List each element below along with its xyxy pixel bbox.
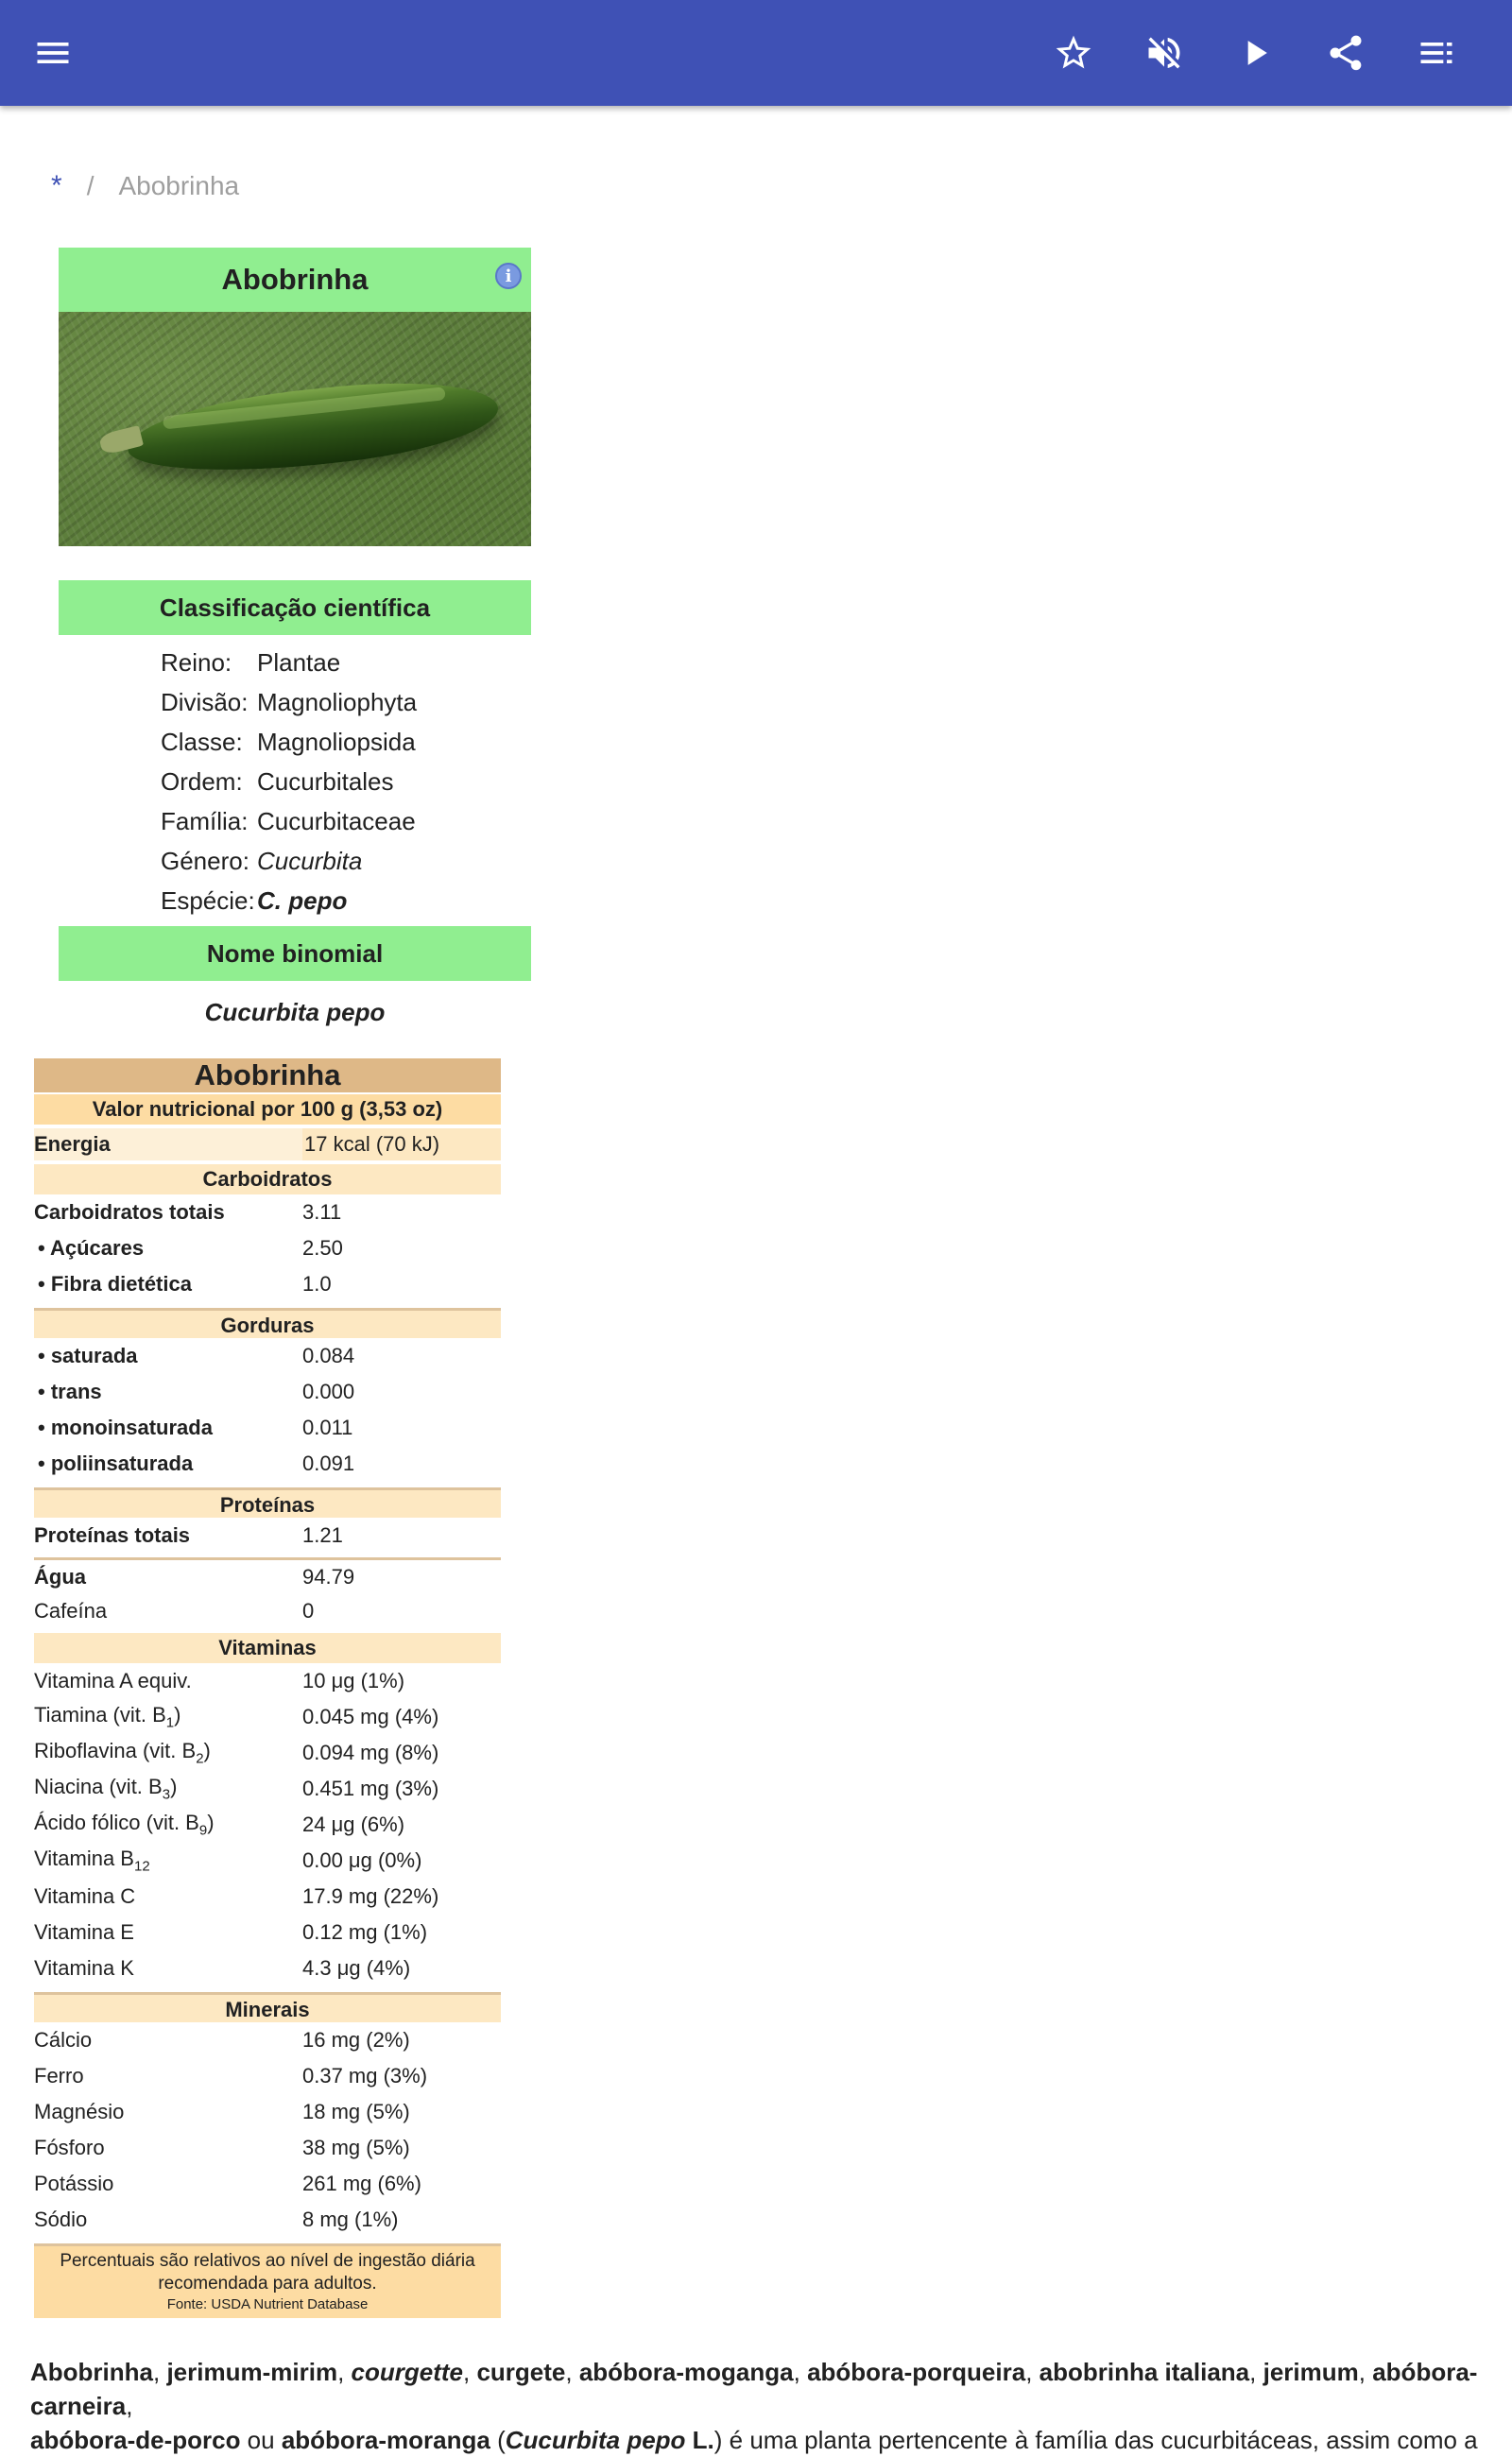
article-text: , (153, 2358, 167, 2386)
row-value: 0.000 (302, 1380, 355, 1403)
nutrient-row (34, 2022, 501, 2058)
article-text: , (1358, 2358, 1373, 2386)
row-value: 261 mg (6%) (302, 2172, 421, 2195)
star-icon (1053, 32, 1094, 74)
minerals-header: Minerais (34, 1992, 501, 2022)
proteins-header: Proteínas (34, 1487, 501, 1518)
row-label: Fósforo (34, 2136, 105, 2159)
taxonomy-rank: Família: (161, 806, 249, 835)
play-button[interactable] (1228, 26, 1281, 79)
taxonomy-value: C. pepo (257, 885, 348, 915)
label-tail: ) (203, 1739, 211, 1763)
taxonomy-row (161, 722, 531, 762)
row-label: Carboidratos totais (34, 1200, 225, 1224)
nutrient-row (34, 1518, 501, 1554)
nutrient-row (34, 1807, 501, 1843)
label-subscript: 1 (165, 1714, 175, 1731)
article-term: courgette (351, 2358, 463, 2386)
row-value: 17.9 mg (22%) (302, 1884, 439, 1908)
label-text: Tiamina (vit. B (34, 1703, 166, 1727)
row-value: 0.12 mg (1%) (302, 1920, 428, 1944)
nutrient-row (34, 1374, 501, 1410)
row-label: Água (34, 1564, 86, 1589)
nutrition-title: Abobrinha (34, 1058, 501, 1092)
nutrient-row (34, 1950, 501, 1986)
play-icon (1234, 32, 1276, 74)
taxonomy-row (161, 841, 531, 881)
article-text: ) é uma planta pertencente à família das cucurbitáceas, assim como a (713, 2426, 1478, 2454)
app-bar (0, 0, 1512, 106)
row-label: Potássio (34, 2172, 114, 2195)
row-value: 0 (302, 1599, 315, 1623)
nutrient-row (34, 2130, 501, 2166)
row-label: Ferro (34, 2064, 84, 2088)
footnote-text: Percentuais são relativos ao nível de ingestão diária recomendada para adultos. (60, 2251, 475, 2294)
article-text: ou (240, 2426, 282, 2454)
nutrition-subtitle: Valor nutricional por 100 g (3,53 oz) (34, 1094, 501, 1125)
row-label (34, 1956, 302, 1981)
mute-button[interactable] (1138, 26, 1191, 79)
row-value: 2.50 (302, 1236, 343, 1260)
article-term: abobrinha italiana (1039, 2358, 1250, 2386)
binomial-header: Nome binomial (59, 926, 531, 981)
taxonomy-value[interactable]: Magnoliopsida (257, 727, 416, 756)
row-value: 17 kcal (70 kJ) (302, 1128, 501, 1160)
nutrient-row (34, 2166, 501, 2202)
article-text: , (126, 2392, 133, 2420)
breadcrumb-current: Abobrinha (118, 171, 240, 200)
row-value: 0.084 (302, 1344, 355, 1367)
row-label: • poliinsaturada (38, 1452, 194, 1475)
nutrient-row (34, 2202, 501, 2238)
article-text: , (565, 2358, 579, 2386)
article-line (30, 2355, 1486, 2423)
taxonomy-rank: Espécie: (161, 885, 255, 915)
row-value: 0.011 (302, 1416, 353, 1439)
row-value: 3.11 (302, 1200, 342, 1224)
info-icon[interactable]: i (495, 263, 522, 289)
label-text: Vitamina A equiv. (34, 1669, 192, 1692)
article-body (30, 2355, 1486, 2457)
label-text: Vitamina K (34, 1956, 134, 1980)
carbs-header: Carboidratos (34, 1164, 501, 1194)
row-label: Energia (34, 1132, 111, 1156)
row-value: 1.21 (302, 1523, 343, 1547)
row-label: • Açúcares (38, 1236, 145, 1260)
article-term: abóbora-porqueira (807, 2358, 1026, 2386)
row-label (34, 1920, 302, 1945)
nutrient-row (34, 1771, 501, 1807)
nutrient-row (34, 1843, 501, 1879)
article-term: L. (685, 2426, 714, 2454)
label-subscript: 3 (162, 1786, 171, 1803)
article-term: Cucurbita pepo (505, 2426, 686, 2454)
nutrient-row (34, 1230, 501, 1266)
zucchini-photo[interactable] (59, 312, 531, 546)
label-text: Riboflavina (vit. B (34, 1739, 197, 1763)
label-tail: ) (207, 1811, 215, 1835)
nutrient-row (34, 2058, 501, 2094)
row-label (34, 1811, 302, 1838)
label-text: Vitamina E (34, 1920, 134, 1944)
nutrient-row (34, 1410, 501, 1446)
nutrient-row (34, 1915, 501, 1950)
row-value: 4.3 μg (4%) (302, 1956, 411, 1980)
row-value: 1.0 (302, 1272, 332, 1296)
row-value: 16 mg (2%) (302, 2028, 410, 2052)
article-line (30, 2423, 1486, 2457)
article-text: , (1025, 2358, 1040, 2386)
share-button[interactable] (1319, 26, 1372, 79)
label-tail: ) (174, 1703, 181, 1727)
breadcrumb-separator: / (86, 171, 94, 200)
label-subscript: 9 (198, 1822, 208, 1839)
nutrient-row (34, 1194, 501, 1230)
breadcrumb-home-link[interactable]: * (51, 170, 62, 201)
article-text: , (462, 2358, 477, 2386)
row-label: Cálcio (34, 2028, 93, 2052)
share-icon (1325, 32, 1366, 74)
row-label (34, 1847, 302, 1874)
taxonomy-rank: Divisão: (161, 687, 249, 716)
nutrition-table (34, 1058, 501, 2318)
taxonomy-value[interactable]: Cucurbita (257, 846, 363, 875)
nutrition-footnote (34, 2243, 501, 2318)
row-label: • saturada (38, 1344, 138, 1367)
taxonomy-row (161, 801, 531, 841)
classification-header: Classificação científica (59, 580, 531, 635)
taxonomy-rank: Género: (161, 846, 249, 875)
article-term: abóbora-moranga (281, 2426, 490, 2454)
row-value: 24 μg (6%) (302, 1813, 405, 1836)
contents-button[interactable] (1410, 26, 1463, 79)
taxonomy-rank: Ordem: (161, 766, 243, 796)
taxonomy-row (161, 881, 531, 920)
footnote-source: Fonte: USDA Nutrient Database (166, 2296, 369, 2312)
taxonomy-value[interactable]: Magnoliophyta (257, 687, 418, 716)
row-value: 18 mg (5%) (302, 2100, 410, 2123)
caffeine-row (34, 1593, 501, 1629)
label-subscript: 2 (196, 1750, 204, 1767)
zucchini-shape (124, 370, 502, 485)
article-term: abóbora-carneira (30, 2358, 1478, 2420)
fats-header: Gorduras (34, 1308, 501, 1338)
taxobox (59, 248, 531, 1027)
breadcrumb (51, 170, 239, 202)
taxonomy-value[interactable]: Cucurbitaceae (257, 806, 416, 835)
row-value: 38 mg (5%) (302, 2136, 410, 2159)
row-label (34, 1669, 302, 1693)
row-label (34, 1739, 302, 1766)
nutrient-row (34, 1735, 501, 1771)
row-label (34, 1775, 302, 1802)
label-text: Ácido fólico (vit. B (34, 1811, 199, 1835)
nutrient-row (34, 1338, 501, 1374)
row-value: 0.37 mg (3%) (302, 2064, 428, 2088)
taxonomy-value[interactable]: Cucurbitales (257, 766, 394, 796)
label-tail: ) (170, 1775, 178, 1799)
playlist-icon (1416, 32, 1457, 74)
taxonomy-value[interactable]: Plantae (257, 647, 341, 677)
article-term: Abobrinha (30, 2358, 153, 2386)
label-text: Vitamina B (34, 1847, 134, 1871)
article-term: jerimum (1263, 2358, 1359, 2386)
article-term: jerimum-mirim (166, 2358, 338, 2386)
taxonomy-rank: Classe: (161, 727, 243, 756)
article-term: curgete (476, 2358, 566, 2386)
row-label (34, 1703, 302, 1730)
article-text: ( (490, 2426, 506, 2454)
row-label: • Fibra dietética (38, 1272, 192, 1296)
label-text: Niacina (vit. B (34, 1775, 163, 1799)
row-label: • trans (38, 1380, 102, 1403)
row-label: Proteínas totais (34, 1523, 191, 1547)
row-value: 0.00 μg (0%) (302, 1848, 422, 1872)
volume-off-icon (1143, 32, 1185, 74)
taxobox-title: Abobrinha (221, 263, 369, 296)
row-label: • monoinsaturada (38, 1416, 213, 1439)
bookmark-button[interactable] (1047, 26, 1100, 79)
nutrient-row (34, 1699, 501, 1735)
menu-button[interactable] (26, 26, 79, 79)
water-row (34, 1557, 501, 1593)
nutrient-row (34, 1266, 501, 1302)
taxonomy-row (161, 762, 531, 801)
energy-row (34, 1128, 501, 1160)
taxonomy-rank: Reino: (161, 647, 232, 677)
article-text: , (337, 2358, 352, 2386)
row-label: Cafeína (34, 1599, 108, 1623)
nutrient-row (34, 1879, 501, 1915)
nutrient-row (34, 2094, 501, 2130)
row-value: 0.094 mg (8%) (302, 1741, 439, 1764)
row-label (34, 1884, 302, 1909)
row-value: 10 μg (1%) (302, 1669, 405, 1692)
row-label: Sódio (34, 2208, 88, 2231)
label-text: Vitamina C (34, 1884, 136, 1908)
row-value: 0.091 (302, 1452, 355, 1475)
label-subscript: 12 (133, 1858, 150, 1875)
taxonomy-list (59, 635, 531, 920)
article-term: abóbora-moganga (578, 2358, 794, 2386)
article-text: , (1249, 2358, 1263, 2386)
vitamins-header: Vitaminas (34, 1633, 501, 1663)
taxobox-header (59, 248, 531, 312)
row-value: 0.045 mg (4%) (302, 1705, 439, 1728)
taxonomy-row (161, 643, 531, 682)
row-label: Magnésio (34, 2100, 125, 2123)
taxonomy-row (161, 682, 531, 722)
article-term: abóbora-de-porco (30, 2426, 241, 2454)
article-text: , (793, 2358, 808, 2386)
nutrient-row (34, 1446, 501, 1482)
menu-icon (32, 32, 74, 74)
nutrient-row (34, 1663, 501, 1699)
row-value: 0.451 mg (3%) (302, 1777, 439, 1800)
binomial-name: Cucurbita pepo (204, 998, 386, 1026)
row-value: 8 mg (1%) (302, 2208, 399, 2231)
row-value: 94.79 (302, 1564, 355, 1589)
